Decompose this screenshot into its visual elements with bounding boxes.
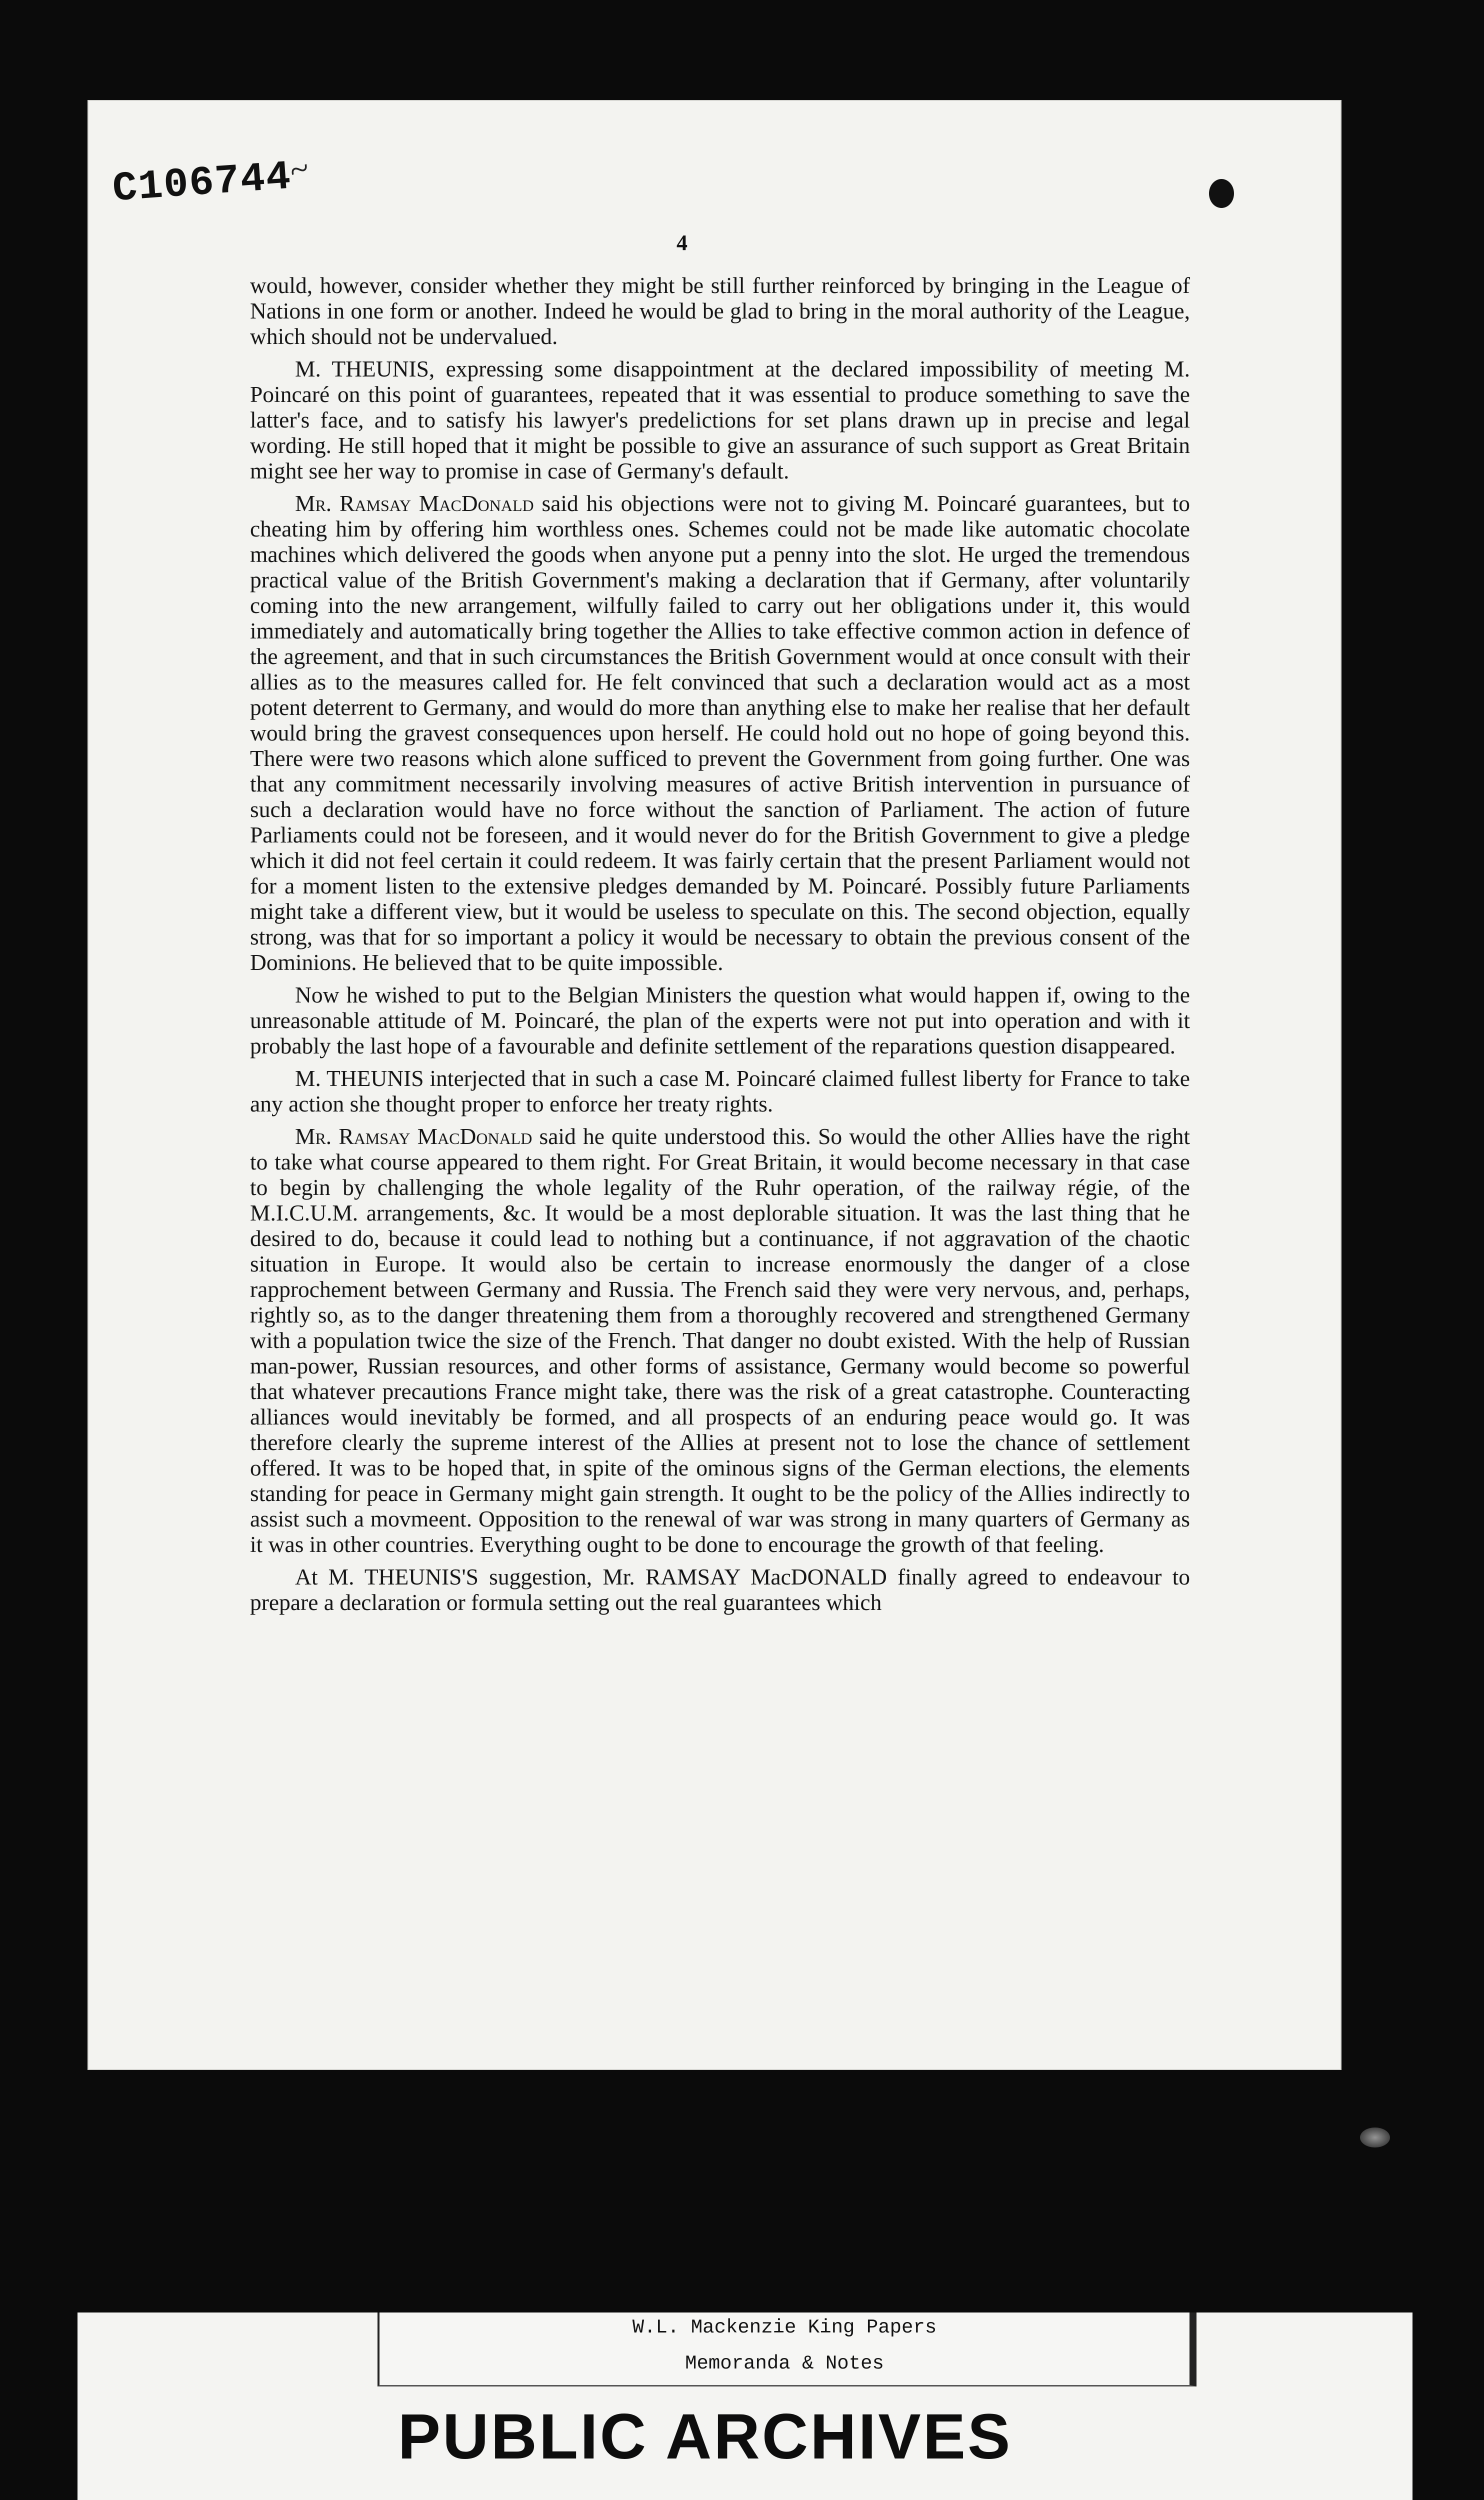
archive-label (78, 2312, 1412, 2500)
archive-stamp-number: C106744 (111, 154, 294, 213)
speaker-name: Mr. Ramsay MacDonald (295, 1124, 532, 1149)
collection-name: W.L. Mackenzie King Papers (632, 2316, 937, 2338)
stamp-mark: ~ (284, 148, 314, 191)
series-name: Memoranda & Notes (685, 2352, 884, 2374)
paragraph: At M. THEUNIS'S suggestion, Mr. RAMSAY MacDONALD finally agreed to endeavour to prepare a declaration or formula setting out the real guarantees which (250, 1564, 1190, 1615)
film-blemish (1360, 2128, 1390, 2148)
paragraph: Now he wished to put to the Belgian Ministers the question what would happen if, owing to the unreasonable attitude of M. Poincaré, the plan of the experts were not put into operation and with it probably the last hope of a favourable and definite settlement of the reparations question disappeared. (250, 982, 1190, 1058)
paragraph: M. THEUNIS interjected that in such a case M. Poincaré claimed fullest liberty for France to take any action she thought proper to enforce her treaty rights. (250, 1066, 1190, 1116)
collection-strip (378, 2312, 1196, 2386)
paragraph: would, however, consider whether they might be still further reinforced by bringing in the League of Nations in one form or another. Indeed he would be glad to bring in the moral authority of the League, which should not be undervalued. (250, 272, 1190, 349)
paragraph: Mr. Ramsay MacDonald said his objections were not to giving M. Poincaré guarantees, but to cheating him by offering him worthless ones. Schemes could not be made like automatic chocolate machines which delivered the goods when anyone put a penny into the slot. He urged the tremendous practical value of the British Government's making a declaration that if Germany, after voluntarily coming into the new arrangement, wilfully failed to carry out her obligations under it, this would immediately and automatically bring together the Allies to take effective common action in defence of the agreement, and that in such circumstances the British Government would at once consult with their allies as to the measures called for. He felt convinced that such a declaration would act as a most potent deterrent to Germany, and would do more than anything else to make her realise that her default would bring the gravest consequences upon herself. He could hold out no hope of going beyond this. There were two reasons which alone sufficed to prevent the Government from going further. One was that any commitment necessarily involving measures of active British intervention in pursuance of such a declaration would have no force without the sanction of Parliament. The action of future Parliaments could not be foreseen, and it would never do for the British Government to give a pledge which it did not feel certain it could redeem. It was fairly certain that the present Parliament would not for a moment listen to the extensive pledges demanded by M. Poincaré. Possibly future Parliaments might take a different view, but it would be useless to speculate on this. The second objection, equally strong, was that for so important a policy it would be necessary to obtain the previous consent of the Dominions. He believed that to be quite impossible. (250, 490, 1190, 975)
archive-heading-english: PUBLIC ARCHIVES (398, 2401, 1012, 2472)
punch-hole (1209, 179, 1234, 208)
page-number: 4 (676, 230, 688, 255)
speaker-name: Mr. Ramsay MacDonald (295, 490, 534, 516)
paragraph: Mr. Ramsay MacDonald said he quite understood this. So would the other Allies have the right to take what course appeared to them right. For Great Britain, it would become necessary in that case to begin by challenging the whole legality of the Ruhr operation, of the railway régie, of the M.I.C.U.M. arrangements, &c. It would be a most deplorable situation. It was the last thing that he desired to do, because it could lead to nothing but a continuance, if not aggravation of the chaotic situation in Europe. It would also be certain to increase enormously the danger of a close rapprochement between Germany and Russia. The French said they were very nervous, and, perhaps, rightly so, as to the danger threatening them from a thoroughly recovered and strengthened Germany with a population twice the size of the French. That danger no doubt existed. With the help of Russian man-power, Russian resources, and other forms of assistance, Germany would become so powerful that whatever precautions France might take, there was the risk of a great catastrophe. Counteracting alliances would inevitably be formed, and all prospects of an enduring peace would go. It was therefore clearly the supreme interest of the Allies at present not to lose the chance of settlement offered. It was to be hoped that, in spite of the ominous signs of the German elections, the elements standing for peace in Germany might gain strength. It ought to be the policy of the Allies indirectly to assist such a movmeent. Opposition to the renewal of war was strong in many quarters of Germany as it was in other countries. Everything ought to be done to encourage the growth of that feeling. (250, 1124, 1190, 1557)
paragraph: M. THEUNIS, expressing some disappointment at the declared impossibility of meeting M. Poincaré on this point of guarantees, repeated that it was essential to produce something to save the latter's face, and to satisfy his lawyer's predelictions for set plans drawn up in precise and legal wording. He still hoped that it might be possible to give an assurance of such support as Great Britain might see her way to promise in case of Germany's default. (250, 356, 1190, 484)
document-body (250, 272, 1190, 1622)
